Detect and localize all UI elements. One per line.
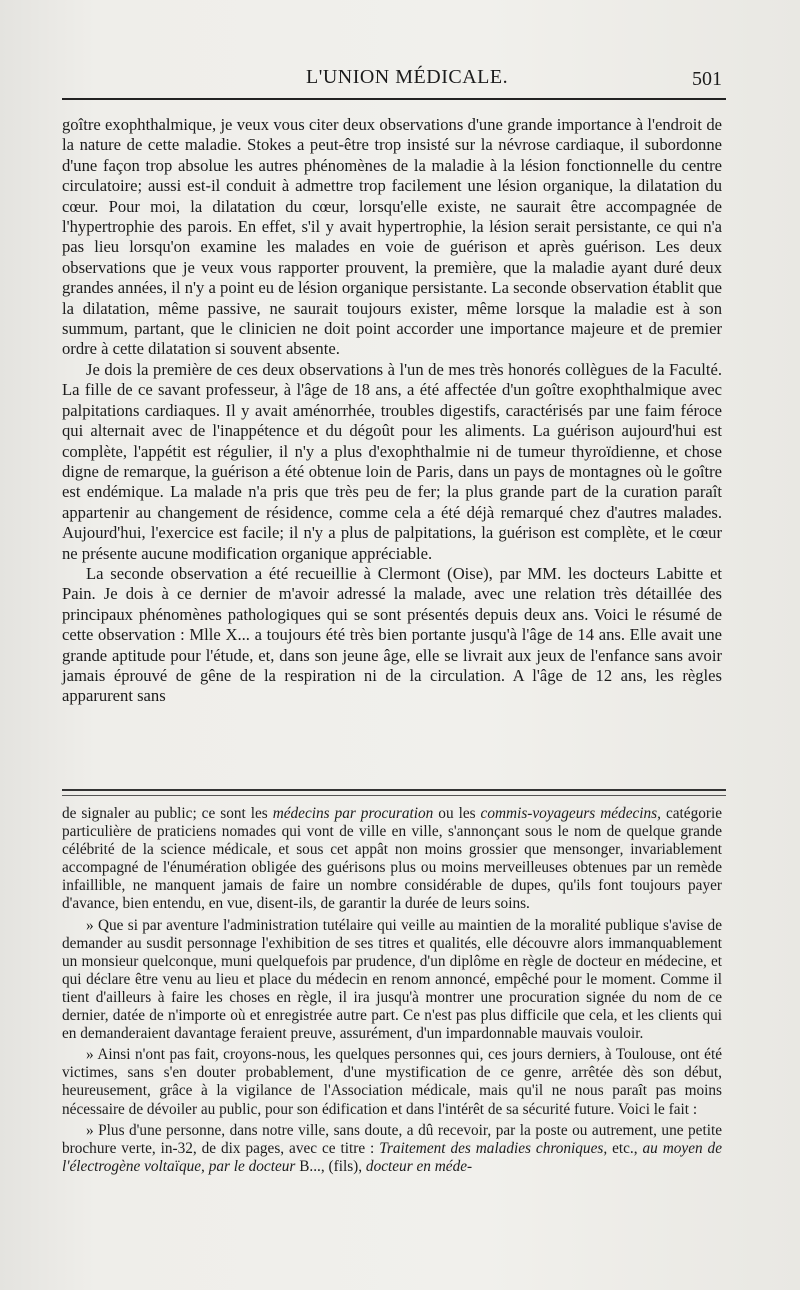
footnote-paragraph: » Que si par aventure l'administration tutélaire qui veille au maintien de la moralité publique s'avise de demander au susdit personnage l'exhibition de ses titres et qualités, elle découvre alors immanquablement un monsieur quelconque, muni quelquefois par prudence, d'un diplôme en règle de docteur en médecine, et qui déclare être venu au lieu et place du médecin en renom annoncé, empêché pour le moment. Comme il tient d'ailleurs à faire les choses en règle, il ira jusqu'à montrer une procuration signée du nom de ce dernier, datée de n'importe où et enregistrée autre part. Ce n'est pas plus difficile que cela, et les clients qui en demanderaient davantage feraient preuve, assurément, d'un impardonnable mauvais vouloir.: [62, 916, 722, 1043]
paragraph: La seconde observation a été recueillie à Clermont (Oise), par MM. les docteurs Labitte et Pain. Je dois à ce dernier de m'avoir adressé la malade, avec une relation très détaillée des principaux phénomènes pathologiques qui se sont présentés depuis deux ans. Voici le résumé de cette observation : Mlle X... a toujours été très bien portante jusqu'à l'âge de 14 ans. Elle avait une grande aptitude pour l'étude, et, dans son jeune âge, elle se livrait aux jeux de l'enfance sans avoir jamais éprouvé de gêne de la respiration ni de la circulation. A l'âge de 12 ans, les règles apparurent sans: [62, 563, 722, 706]
footnote-separator: [62, 789, 726, 796]
footnote-block: [62, 805, 722, 1176]
main-text-block: [62, 115, 722, 707]
journal-title: L'UNION MÉDICALE.: [306, 66, 509, 88]
footnote-text: B..., (fils),: [295, 1157, 366, 1175]
footnote-paragraph: » Ainsi n'ont pas fait, croyons-nous, les quelques personnes qui, ces jours derniers, à Toulouse, ont été victimes, sans s'en douter probablement, d'une mystification de ce genre, arrêtée dès son début, heureusement, grâce à la vigilance de l'Association médicale, mais qu'il ne nous paraît pas moins nécessaire de dévoiler au public, pour son édification et dans l'intérêt de sa sécurité future. Voici le fait :: [62, 1046, 722, 1118]
footnote-italic: docteur en méde-: [365, 1157, 473, 1175]
paragraph: Je dois la première de ces deux observations à l'un de mes très honorés collègues de la Faculté. La fille de ce savant professeur, à l'âge de 18 ans, a été affectée d'un goître exophthalmique avec palpitations cardiaques. Il y avait aménorrhée, troubles digestifs, caractérisés par une faim féroce qui alternait avec de l'inappétence et du dégoût pour les aliments. La guérison aujourd'hui est complète, l'appétit est régulier, il n'y a plus d'exophthalmie ni de tumeur thyroïdienne, et chose digne de remarque, la guérison a été obtenue loin de Paris, dans un pays de montagnes où le goître est endémique. La malade n'a pris que très peu de fer; la plus grande part de la curation paraît appartenir au changement de résidence, comme cela a été déjà remarqué chez d'autres malades. Aujourd'hui, l'exercice est facile; il n'y a plus de palpitations, la guérison est complète, et le cœur ne présente aucune modification organique appréciable.: [62, 359, 722, 563]
footnote-text: » Plus d'une personne, dans notre ville, sans doute, a dû recevoir, par la poste ou autrement, une petite brochure verte, in-32, de dix pages, avec ce titre :: [62, 1121, 722, 1157]
footnote-text: etc.,: [607, 1139, 643, 1157]
footnote-italic: au moyen de l'électrogène voltaïque, par le docteur: [62, 1139, 722, 1175]
footnote-text: ou les: [433, 805, 481, 822]
paragraph: goître exophthalmique, je veux vous citer deux observations d'une grande importance à l'endroit de la nature de cette maladie. Stokes a peut-être trop insisté sur la névrose cardiaque, il subordonne d'une façon trop absolue les autres phénomènes de la maladie à la lésion fonctionnelle du centre circulatoire; aussi est-il conduit à admettre trop facilement une lésion organique, la dilatation du cœur. Pour moi, la dilatation du cœur, lorsqu'elle existe, ne saurait être accompagnée de l'hypertrophie des parois. En effet, s'il y avait hypertrophie, la lésion serait persistante, ce qui n'a pas lieu lorsqu'on examine les malades en voie de guérison et après guérison. Les deux observations que je veux vous rapporter prouvent, la première, que la maladie ayant duré deux grandes années, il n'y a point eu de lésion organique persistante. La seconde observation établit que la dilatation, même passive, ne saurait toujours exister, même lorsque la maladie est à son summum, partant, que le clinicien ne doit point accorder une importance majeure et de premier ordre à cette dilatation si souvent absente.: [62, 115, 722, 359]
page-number: 501: [692, 68, 722, 90]
footnote-text: catégorie particulière de praticiens nomades qui vont de ville en ville, s'annonçant sous le nom de quelque grande célébrité de la science médicale, et sous cet appât non moins grossier que mensonger, invariablement accompagné de l'énumération obligée des guérisons plus ou moins merveilleuses obtenues par un remède infaillible, ne manquent jamais de faire un nombre considérable de dupes, qu'ils font toujours payer d'avance, bien entendu, en vue, disent-ils, de garantir la durée de leurs soins.: [62, 805, 722, 913]
footnote-italic: médecins par procuration: [272, 805, 434, 822]
footnote-paragraph: [62, 1122, 722, 1176]
page-header: [62, 66, 722, 94]
footnote-italic: commis-voyageurs médecins,: [480, 805, 661, 822]
footnote-paragraph: [62, 805, 722, 914]
header-rule: [62, 98, 726, 100]
footnote-text: de signaler au public; ce sont les: [62, 805, 273, 822]
footnote-italic: Traitement des maladies chroniques,: [379, 1139, 608, 1157]
